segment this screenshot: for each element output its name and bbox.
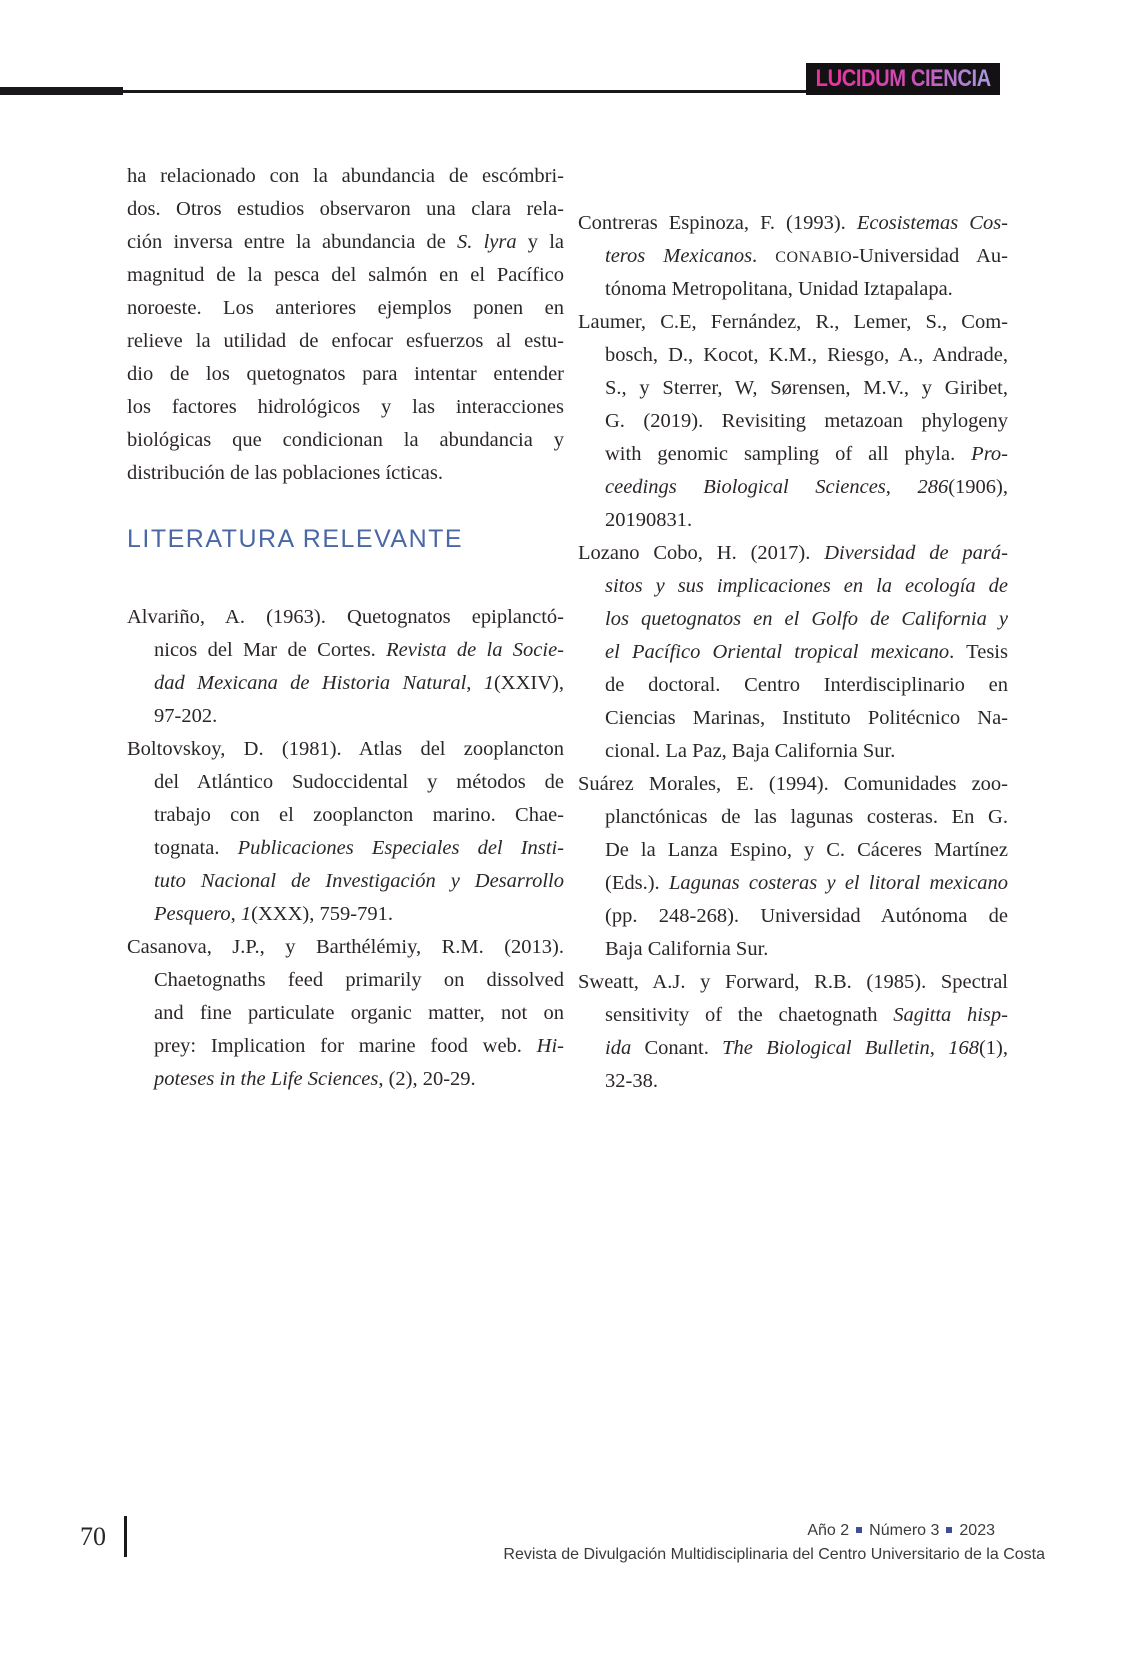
text-line <box>127 193 564 226</box>
text-run: . Tesis <box>949 641 1008 663</box>
issue-part: Número 3 <box>869 1522 940 1539</box>
text-run: Laumer, C.E, Fernández, R., Lemer, S., Com- <box>578 311 1008 333</box>
reference-item <box>578 306 1008 537</box>
text-run: Casanova, J.P., y Barthélémiy, R.M. (2013). <box>127 936 564 958</box>
issue-bullet-icon <box>856 1527 862 1533</box>
text-line <box>127 832 564 865</box>
text-run: teros Mexicanos <box>605 245 753 267</box>
text-line <box>127 766 564 799</box>
text-line <box>127 799 564 832</box>
text-run: , (2), 20-29. <box>378 1068 476 1090</box>
text-line <box>578 801 1008 834</box>
text-run: Ecosistemas Cos- <box>856 212 1008 234</box>
text-run: el Pacífico Oriental tropical mexicano <box>605 641 950 663</box>
text-run: bosch, D., Kocot, K.M., Riesgo, A., Andrade, <box>605 344 1008 366</box>
text-line <box>578 966 1008 999</box>
text-run: with genomic sampling of all phyla. <box>605 443 972 465</box>
text-line <box>127 358 564 391</box>
text-run: planctónicas de las lagunas costeras. En G. <box>605 806 1008 828</box>
reference-item <box>578 768 1008 966</box>
text-run: de doctoral. Centro Interdisciplinario en <box>605 674 1008 696</box>
text-run: . <box>752 245 776 267</box>
text-line <box>127 634 564 667</box>
text-run: trabajo con el zooplancton marino. Chae- <box>154 804 564 826</box>
text-line <box>578 1065 1008 1098</box>
text-line <box>578 636 1008 669</box>
reference-item <box>127 601 564 733</box>
text-line <box>578 999 1008 1032</box>
journal-logo-text: LUCIDUM CIENCIA <box>815 65 991 92</box>
text-run: Revista de la Socie- <box>386 639 564 661</box>
issue-bullet-icon <box>946 1527 952 1533</box>
text-run: Pro- <box>971 443 1008 465</box>
text-run: (XXX), 759-791. <box>251 903 393 925</box>
text-line <box>578 504 1008 537</box>
journal-logo <box>806 63 1000 95</box>
text-line <box>578 834 1008 867</box>
text-run: and fine particulate organic matter, not on <box>154 1002 564 1024</box>
text-line <box>578 867 1008 900</box>
text-line <box>127 931 564 964</box>
text-run: ción inversa entre la abundancia de <box>127 231 458 253</box>
text-line <box>127 160 564 193</box>
text-run: Publicaciones Especiales del Insti- <box>237 837 564 859</box>
text-run: magnitud de la pesca del salmón en el Pacífico <box>127 264 564 286</box>
text-line <box>578 471 1008 504</box>
reference-item <box>578 966 1008 1098</box>
text-line <box>578 372 1008 405</box>
text-run: (XXIV), <box>493 672 565 694</box>
text-run: , <box>885 476 918 498</box>
text-run: tuto Nacional de Investigación y Desarrollo <box>154 870 564 892</box>
page-number-divider <box>124 1516 127 1557</box>
text-run: ida <box>605 1037 632 1059</box>
text-run: Lagunas costeras y el litoral mexicano <box>668 872 1008 894</box>
text-run: , <box>466 672 484 694</box>
text-run: S., y Sterrer, W, Sørensen, M.V., y Giribet, <box>605 377 1008 399</box>
text-run: (1), <box>978 1037 1008 1059</box>
text-line <box>127 700 564 733</box>
text-run: ceedings Biological Sciences <box>605 476 886 498</box>
text-run: biológicas que condicionan la abundancia y <box>127 429 564 451</box>
reference-item <box>578 537 1008 768</box>
text-run: los quetognatos en el Golfo de California y <box>605 608 1008 630</box>
text-run: De la Lanza Espino, y C. Cáceres Martínez <box>605 839 1008 861</box>
text-line <box>578 768 1008 801</box>
text-run: Baja California Sur. <box>605 938 769 960</box>
text-line <box>578 1032 1008 1065</box>
text-line <box>578 603 1008 636</box>
text-run: S. lyra <box>457 231 517 253</box>
text-line <box>127 865 564 898</box>
text-run: y la <box>516 231 564 253</box>
text-run: -Universidad Au- <box>852 245 1008 267</box>
text-line <box>127 292 564 325</box>
issue-part: 2023 <box>959 1522 995 1539</box>
text-run: los factores hidrológicos y las interacciones <box>127 396 564 418</box>
text-run: 1 <box>240 903 252 925</box>
text-line <box>127 1030 564 1063</box>
text-line <box>127 391 564 424</box>
reference-list-left <box>127 601 564 1096</box>
text-run: (pp. 248-268). Universidad Autónoma de <box>605 905 1008 927</box>
reference-item <box>578 207 1008 306</box>
text-line <box>578 570 1008 603</box>
text-run: Sweatt, A.J. y Forward, R.B. (1985). Spectral <box>578 971 1008 993</box>
footer-journal-line: Revista de Divulgación Multidisciplinaria del Centro Universitario de la Costa <box>503 1546 1045 1563</box>
text-line <box>578 438 1008 471</box>
text-run: noroeste. Los anteriores ejemplos ponen en <box>127 297 564 319</box>
text-line <box>578 207 1008 240</box>
text-run: nicos del Mar de Cortes. <box>154 639 387 661</box>
text-line <box>578 933 1008 966</box>
text-run: CONABIO <box>775 249 853 266</box>
text-run: Boltovskoy, D. (1981). Atlas del zooplancton <box>127 738 564 760</box>
text-run: ha relacionado con la abundancia de escómbri- <box>127 165 564 187</box>
text-line <box>578 306 1008 339</box>
text-run: Alvariño, A. (1963). Quetognatos epiplanctó- <box>127 606 564 628</box>
left-column <box>127 160 564 1096</box>
text-line <box>578 339 1008 372</box>
text-line <box>578 735 1008 768</box>
text-line <box>578 405 1008 438</box>
text-run: sitos y sus implicaciones en la ecología de <box>605 575 1008 597</box>
text-line <box>578 273 1008 306</box>
text-run: G. (2019). Revisiting metazoan phylogeny <box>605 410 1008 432</box>
text-run: Chaetognaths feed primarily on dissolved <box>154 969 564 991</box>
text-run: Sagitta hisp- <box>893 1004 1008 1026</box>
text-run: relieve la utilidad de enfocar esfuerzos al estu- <box>127 330 564 352</box>
text-run: dos. Otros estudios observaron una clara rela- <box>127 198 564 220</box>
text-line <box>127 601 564 634</box>
text-run: cional. La Paz, Baja California Sur. <box>605 740 896 762</box>
section-heading: LITERATURA RELEVANTE <box>127 525 464 553</box>
text-run: (1906), <box>948 476 1008 498</box>
text-line <box>127 997 564 1030</box>
text-run: Suárez Morales, E. (1994). Comunidades zoo- <box>578 773 1008 795</box>
intro-paragraph <box>127 160 564 490</box>
text-run: , <box>929 1037 949 1059</box>
text-run: 97-202. <box>154 705 218 727</box>
text-run: Ciencias Marinas, Instituto Politécnico Na- <box>605 707 1008 729</box>
footer-info <box>503 1519 1045 1567</box>
text-run: Diversidad de pará- <box>824 542 1008 564</box>
page-number: 70 <box>80 1522 106 1551</box>
text-line <box>127 667 564 700</box>
text-run: 1 <box>483 672 494 694</box>
text-run: poteses in the Life Sciences <box>154 1068 379 1090</box>
right-column <box>578 160 1008 1098</box>
text-line <box>127 457 564 490</box>
text-line <box>127 325 564 358</box>
header-rule-thick <box>0 87 123 95</box>
text-run: , <box>230 903 241 925</box>
text-run: tognata. <box>154 837 238 859</box>
text-run: Hi- <box>536 1035 564 1057</box>
text-run: 32-38. <box>605 1070 658 1092</box>
text-run: 286 <box>917 476 949 498</box>
reference-item <box>127 931 564 1096</box>
text-run: dad Mexicana de Historia Natural <box>154 672 467 694</box>
text-run: Conant. <box>631 1037 723 1059</box>
text-line <box>127 898 564 931</box>
text-run: 168 <box>948 1037 979 1059</box>
footer-issue-line <box>503 1519 995 1543</box>
text-line <box>578 669 1008 702</box>
text-line <box>127 259 564 292</box>
text-run: distribución de las poblaciones ícticas. <box>127 462 443 484</box>
text-line <box>578 240 1008 273</box>
reference-item <box>127 733 564 931</box>
text-run: Lozano Cobo, H. (2017). <box>578 542 825 564</box>
text-line <box>127 964 564 997</box>
text-line <box>578 702 1008 735</box>
text-line <box>127 424 564 457</box>
text-run: Contreras Espinoza, F. (1993). <box>578 212 857 234</box>
text-run: (Eds.). <box>605 872 669 894</box>
text-run: The Biological Bulletin <box>722 1037 930 1059</box>
header-rule-thin <box>123 90 806 93</box>
text-run: tónoma Metropolitana, Unidad Iztapalapa. <box>605 278 953 300</box>
issue-part: Año 2 <box>807 1522 850 1539</box>
text-run: 20190831. <box>605 509 693 531</box>
text-run: Pesquero <box>154 903 231 925</box>
text-line <box>127 733 564 766</box>
text-run: del Atlántico Sudoccidental y métodos de <box>154 771 564 793</box>
text-run: prey: Implication for marine food web. <box>154 1035 537 1057</box>
text-line <box>578 537 1008 570</box>
text-line <box>578 900 1008 933</box>
text-line <box>127 1063 564 1096</box>
text-run: sensitivity of the chaetognath <box>605 1004 894 1026</box>
text-line <box>127 226 564 259</box>
text-run: dio de los quetognatos para intentar entender <box>127 363 564 385</box>
reference-list-right <box>578 207 1008 1098</box>
